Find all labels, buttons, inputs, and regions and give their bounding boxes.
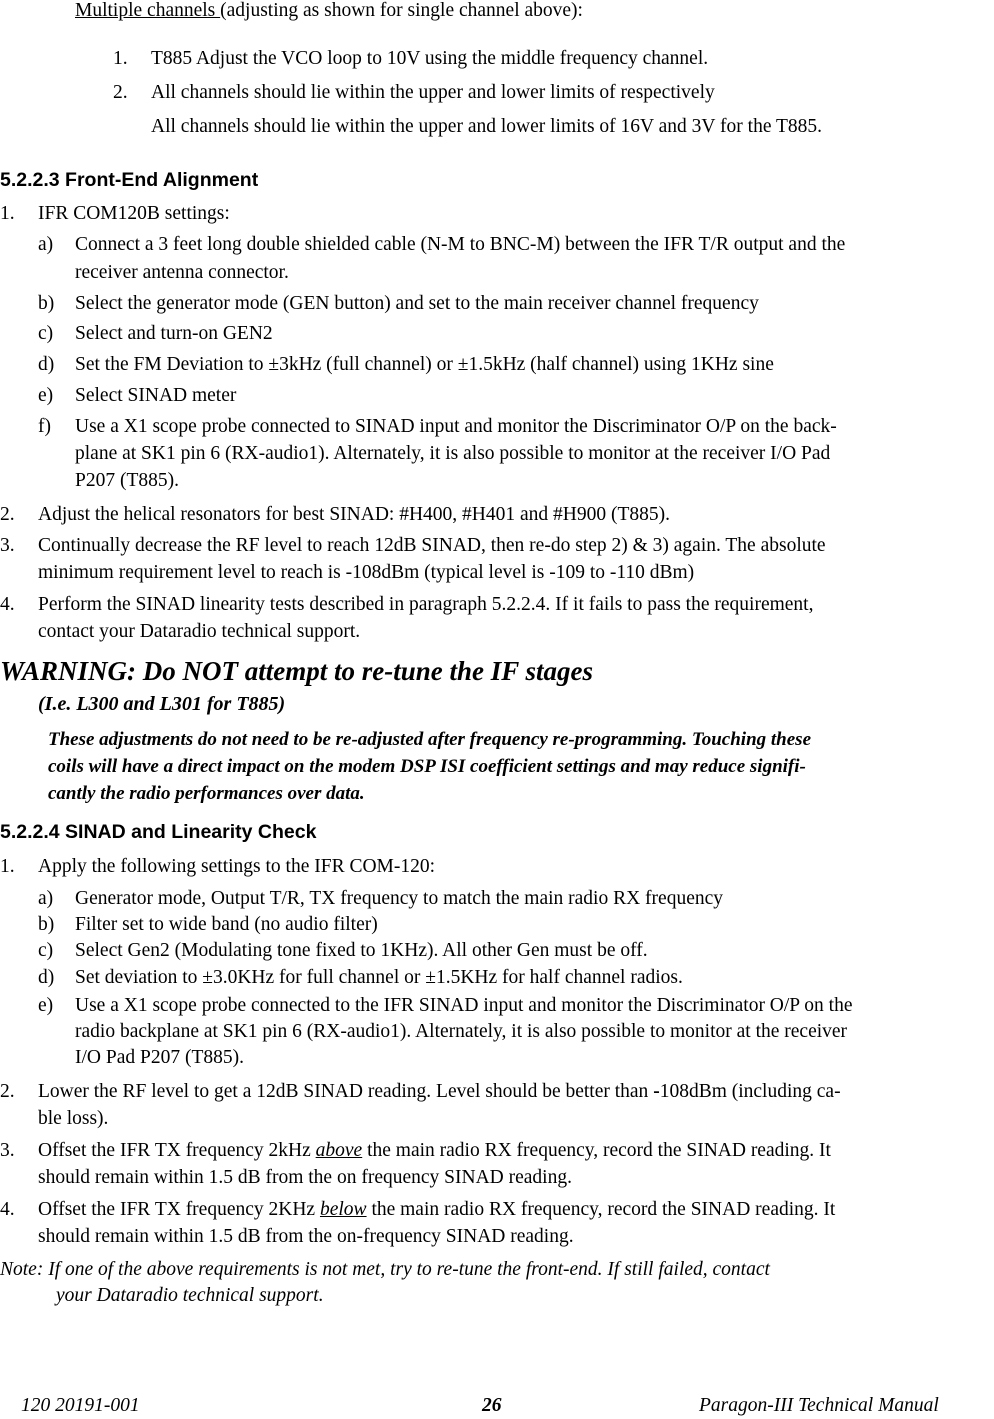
s2-step-4-emphasis: below <box>319 1199 367 1220</box>
note-line1: Note: If one of the above requirements is not met, try to re-tune the front-end. If still failed, contact <box>0 1259 770 1280</box>
s2-step-3-line2: should remain within 1.5 dB from the on frequency SINAD reading. <box>38 1167 572 1188</box>
s2-step-4-line2: should remain within 1.5 dB from the on-frequency SINAD reading. <box>38 1226 574 1247</box>
s1-sub-letter-a: a) <box>38 234 54 255</box>
s2-sub-e-line3: I/O Pad P207 (T885). <box>75 1047 244 1068</box>
intro-num-2: 2. <box>113 82 128 103</box>
s2-step-3-line1 <box>38 1140 831 1162</box>
s2-sub-b-line1: Filter set to wide band (no audio filter) <box>75 914 378 935</box>
s1-sub-f-line1: Use a X1 scope probe connected to SINAD input and monitor the Discriminator O/P on the back- <box>75 416 837 437</box>
footer-doc-number: 120 20191-001 <box>21 1395 140 1416</box>
s1-sub-letter-f: f) <box>38 416 51 437</box>
s1-step-text-1: IFR COM120B settings: <box>38 203 230 224</box>
s2-step-num-1: 1. <box>0 856 15 877</box>
s1-sub-letter-c: c) <box>38 323 54 344</box>
s2-step-2-bold: - <box>653 1081 660 1102</box>
intro-label: Multiple channels <box>75 0 221 21</box>
s2-sub-a-line1: Generator mode, Output T/R, TX frequency to match the main radio RX frequency <box>75 888 724 909</box>
s1-sub-a-line1: Connect a 3 feet long double shielded cable (N-M to BNC-M) between the IFR T/R output and the <box>75 234 846 255</box>
s1-sub-e-line1: Select SINAD meter <box>75 385 237 406</box>
s2-sub-d-line1: Set deviation to ±3.0KHz for full channel or ±1.5KHz for half channel radios. <box>75 967 683 988</box>
s1-sub-c-line1: Select and turn-on GEN2 <box>75 323 273 344</box>
s2-step-2-line1 <box>38 1081 841 1103</box>
s2-sub-letter-a: a) <box>38 888 54 909</box>
s2-step-2-pre: Lower the RF level to get a 12dB SINAD reading. Level should be better than <box>38 1081 654 1102</box>
s2-step-3-emphasis: above <box>315 1140 363 1161</box>
s1-step-num-3: 3. <box>0 535 15 556</box>
s1-sub-letter-d: d) <box>38 354 55 375</box>
s2-sub-e-line2: radio backplane at SK1 pin 6 (RX-audio1). Alternately, it is also possible to monitor at the receiver <box>75 1021 848 1042</box>
s2-step-2-line2: ble loss). <box>38 1108 109 1129</box>
note-line2: your Dataradio technical support. <box>56 1285 324 1306</box>
section-heading-sinad: 5.2.2.4 SINAD and Linearity Check <box>0 821 317 843</box>
s1-step-num-2: 2. <box>0 504 15 525</box>
s2-step-text-1: Apply the following settings to the IFR COM-120: <box>38 856 436 877</box>
s2-sub-letter-b: b) <box>38 914 55 935</box>
intro-text-1: T885 Adjust the VCO loop to 10V using the middle frequency channel. <box>151 48 709 69</box>
intro-extra: All channels should lie within the upper and lower limits of 16V and 3V for the T885. <box>151 116 823 137</box>
intro-text-2: All channels should lie within the upper and lower limits of respectively <box>151 82 715 103</box>
s1-sub-f-line3: P207 (T885). <box>75 470 179 491</box>
s2-sub-e-line1: Use a X1 scope probe connected to the IFR SINAD input and monitor the Discriminator O/P on the <box>75 995 853 1016</box>
s2-sub-letter-e: e) <box>38 995 54 1016</box>
section-heading-front-end: 5.2.2.3 Front-End Alignment <box>0 169 259 191</box>
warning-body-line1: These adjustments do not need to be re-adjusted after frequency re-programming. Touching these <box>48 729 811 750</box>
warning-body-line2: coils will have a direct impact on the modem DSP ISI coefficient settings and may reduce signifi- <box>48 756 806 777</box>
warning-subtitle: (I.e. L300 and L301 for T885) <box>38 693 286 715</box>
s2-step-num-4: 4. <box>0 1199 15 1220</box>
s1-sub-d-line1: Set the FM Deviation to ±3kHz (full channel) or ±1.5kHz (half channel) using 1KHz sine <box>75 354 774 375</box>
s2-step-4-pre: Offset the IFR TX frequency 2KHz <box>38 1199 320 1220</box>
warning-title: WARNING: Do NOT attempt to re-tune the IF stages <box>0 656 594 686</box>
s2-sub-c-line1: Select Gen2 (Modulating tone fixed to 1KHz). All other Gen must be off. <box>75 940 648 961</box>
s1-sub-a-line2: receiver antenna connector. <box>75 262 289 283</box>
s2-sub-letter-c: c) <box>38 940 54 961</box>
s2-step-num-2: 2. <box>0 1081 15 1102</box>
intro-num-1: 1. <box>113 48 128 69</box>
footer-manual-title: Paragon-III Technical Manual <box>699 1395 939 1416</box>
s2-step-3-post: the main radio RX frequency, record the SINAD reading. It <box>362 1140 831 1161</box>
s1-step-3-line2: minimum requirement level to reach is -108dBm (typical level is -109 to -110 dBm) <box>38 562 695 583</box>
s2-step-4-line1 <box>38 1199 835 1221</box>
s2-step-2-post: 108dBm (including ca- <box>659 1081 841 1102</box>
s1-step-4-line1: Perform the SINAD linearity tests described in paragraph 5.2.2.4. If it fails to pass the requirement, <box>38 594 814 615</box>
intro-rest: (adjusting as shown for single channel above): <box>220 0 583 21</box>
s1-step-3-line1: Continually decrease the RF level to reach 12dB SINAD, then re-do step 2) & 3) again. The absolute <box>38 535 826 556</box>
s1-sub-f-line2: plane at SK1 pin 6 (RX-audio1). Alternately, it is also possible to monitor at the receiver I/O Pad <box>75 443 831 464</box>
s2-step-4-post: the main radio RX frequency, record the SINAD reading. It <box>366 1199 836 1220</box>
s1-sub-letter-b: b) <box>38 293 55 314</box>
s1-step-2-line1: Adjust the helical resonators for best SINAD: #H400, #H401 and #H900 (T885). <box>38 504 671 525</box>
s1-sub-b-line1: Select the generator mode (GEN button) and set to the main receiver channel frequency <box>75 293 759 314</box>
warning-body-line3: cantly the radio performances over data. <box>48 783 365 804</box>
intro-line <box>75 0 583 22</box>
footer-page-number: 26 <box>482 1395 502 1416</box>
s2-sub-letter-d: d) <box>38 967 55 988</box>
s2-step-3-pre: Offset the IFR TX frequency 2kHz <box>38 1140 316 1161</box>
s1-step-num-4: 4. <box>0 594 15 615</box>
s1-sub-letter-e: e) <box>38 385 54 406</box>
s1-step-num-1: 1. <box>0 203 15 224</box>
s1-step-4-line2: contact your Dataradio technical support. <box>38 621 361 642</box>
s2-step-num-3: 3. <box>0 1140 15 1161</box>
